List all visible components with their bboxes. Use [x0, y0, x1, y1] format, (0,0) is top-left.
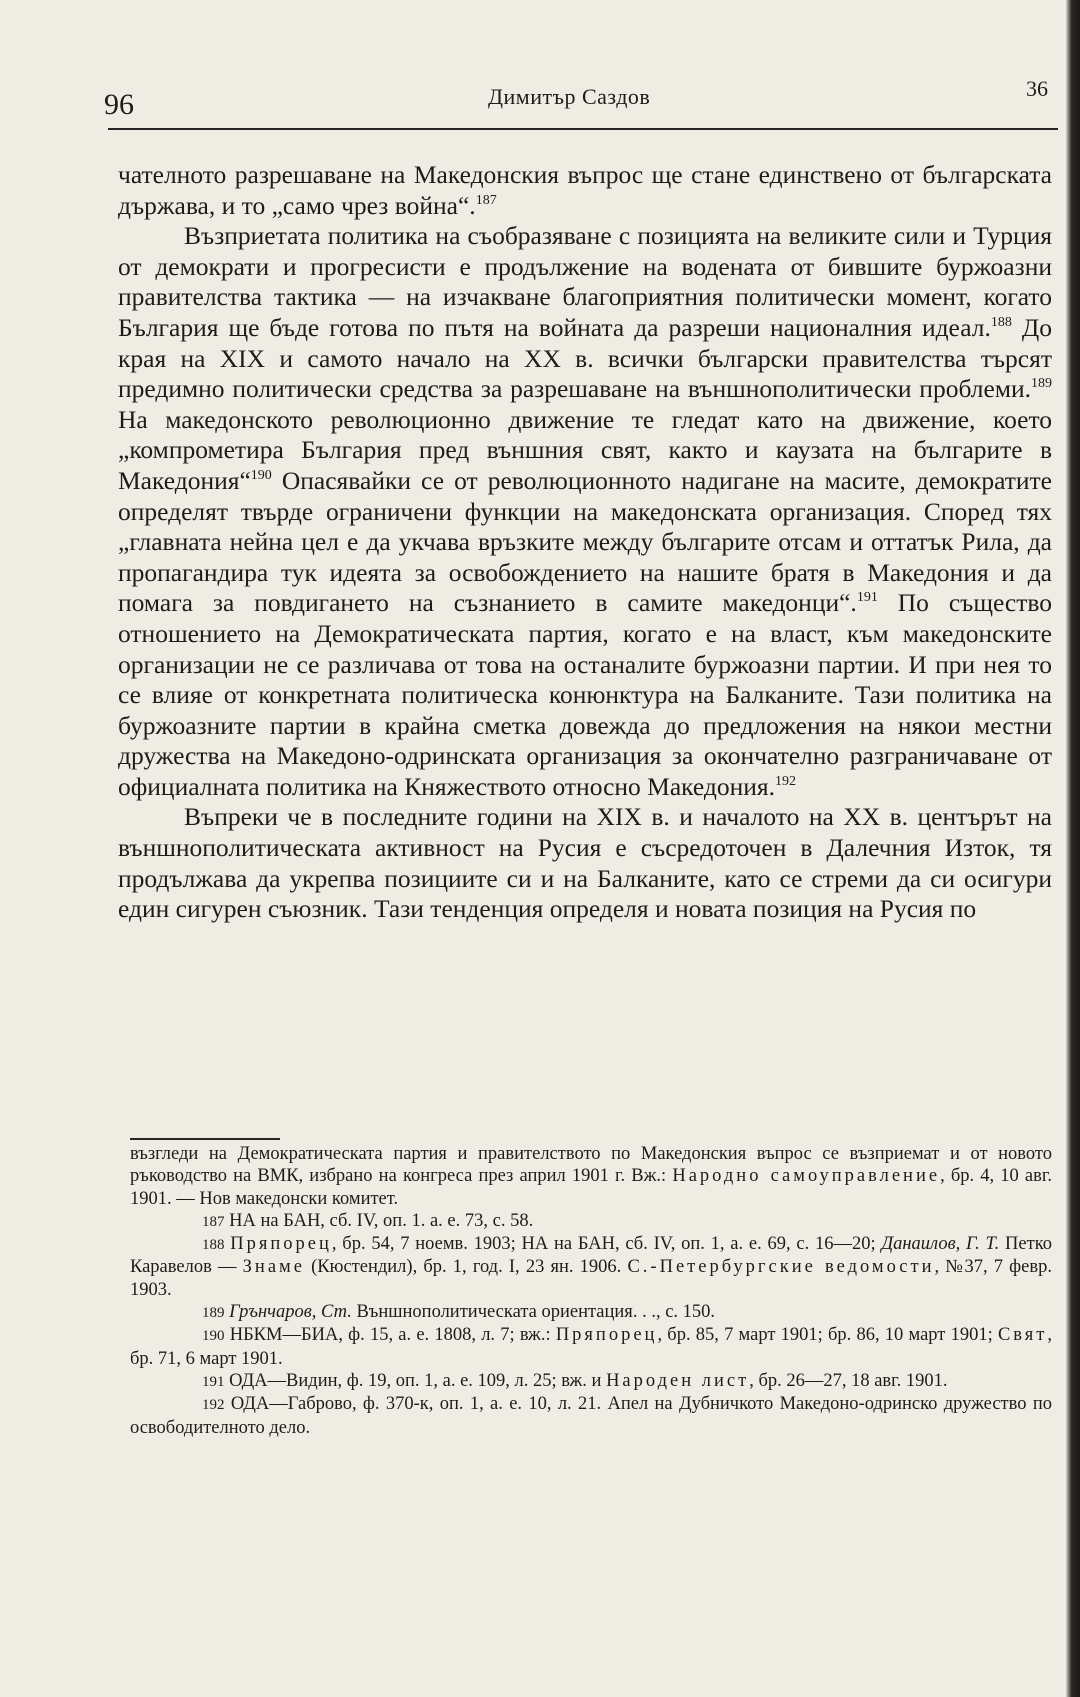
paragraph-1: чателното разрешаване на Македонския въпрос ще стане единствено от българската държава, и то „само чрез война“.$^{187}$ — [118, 160, 1052, 220]
footnote-191: 191 ОДА—Видин, ф. 19, оп. 1, а. е. 109, л. 25; вж. и Народен лист, бр. 26—27, 18 авг. 1901. — [202, 1370, 948, 1391]
footnote-ref-191[interactable]: 191 — [856, 590, 878, 606]
footnote-190: 190 НБКМ—БИА, ф. 15, а. е. 1808, л. 7; вж.: Пряпорец, бр. 85, 7 март 1901; бр. 86, 10 март 1901; Свят, бр. 71, 6 март 1901. — [130, 1325, 1052, 1369]
footnote-ref-189[interactable]: 189 — [1031, 376, 1052, 392]
main-text — [118, 160, 1052, 925]
footnote-192: 192 ОДА—Габрово, ф. 370-к, оп. 1, а. е. 10, л. 21. Апел на Дубничкото Македоно-одринско дружество по освободителното дело. — [130, 1394, 1052, 1438]
page-edge-shadow — [1066, 0, 1080, 1697]
footnote-continuation: възгледи на Демократическата партия и правителството по Македонския въпрос се възприемат и от новото ръководство на ВМК, избрано на конгреса през април 1901 г. Вж.: Народно самоуправление, бр. 4, 10 авг. 1901. — Нов македонски комитет. — [130, 1144, 1053, 1209]
footnote-ref-188[interactable]: 188 — [990, 314, 1012, 330]
footnote-rule — [130, 1138, 280, 1140]
footnote-187: 187 НА на БАН, сб. IV, оп. 1. а. е. 73, с. 58. — [202, 1210, 534, 1231]
paragraph-3: Въпреки че в последните години на XIX в. и началото на XX в. центърът на външнополитическата активност на Русия е съсредоточен в Далечния Изток, тя продължава да укрепва позициите си и на Балканите, като се стреми да си осигури един сигурен съюзник. Тази тенденция определя и новата позиция на Русия по — [118, 802, 1052, 924]
footnote-189: 189 Грънчаров, Ст. Външнополитическата ориентация. . ., с. 150. — [202, 1302, 716, 1323]
footnote-188: 188 Пряпорец, бр. 54, 7 ноемв. 1903; НА на БАН, сб. IV, оп. 1, а. е. 69, с. 16—20; Данаилов, Г. Т. Петко Каравелов — Знаме (Кюстендил), бр. 1, год. I, 23 ян. 1906. С.-Петербургские ведомости, №37, 7 февр. 1903. — [130, 1234, 1052, 1300]
header-rule — [108, 128, 1058, 130]
footnote-ref-190[interactable]: 190 — [250, 467, 272, 483]
corner-mark: 36 — [1026, 76, 1048, 101]
footnote-ref-192[interactable]: 192 — [775, 773, 797, 789]
footnotes — [130, 1143, 1052, 1439]
page-number: 96 — [104, 88, 134, 121]
footnote-ref-187[interactable]: 187 — [475, 192, 497, 208]
running-title: Димитър Саздов — [488, 84, 651, 109]
paragraph-2: Възприетата политика на съобразяване с позицията на великите сили и Турция от демократи и прогресисти е продължение на водената от бившите буржоазни правителства тактика — на изчакване благоприятния политически момент, когато България ще бъде готова по пътя на войната да разреши националния идеал.$^{188}$ До края на XIX и самото начало на XX в. всички български правителства търсят предимно политически средства за разрешаване на външнополитически проблеми.$^{189}$ На македонското революционно движение те гледат като на движение, което „компрометира България пред външния свят, както и каузата на българите в Македония“$^{190}$ Опасявайки се от революционното надигане на масите, демократите определят твърде ограничени функции на македонската организация. Според тях „главната нейна цел е да укчава връзките между българите отсам и оттатък Рила, да пропагандира тук идеята за освобождението на нашите братя в Македония и да помага за повдигането на съзнанието в самите македонци“.$^{191}$ По същество отношението на Демократическата партия, когато е на власт, към македонските организации не се различава от това на останалите буржоазни партии. И при нея то се влияе от конкретната политическа конюнктура на Балканите. Тази политика на буржоазните партии в крайна сметка довежда до предложения на някои местни дружества на Македоно-одринската организация за окончателно разграничаване от официалната политика на Княжеството относно Македония.$^{192}$ — [118, 221, 1052, 801]
